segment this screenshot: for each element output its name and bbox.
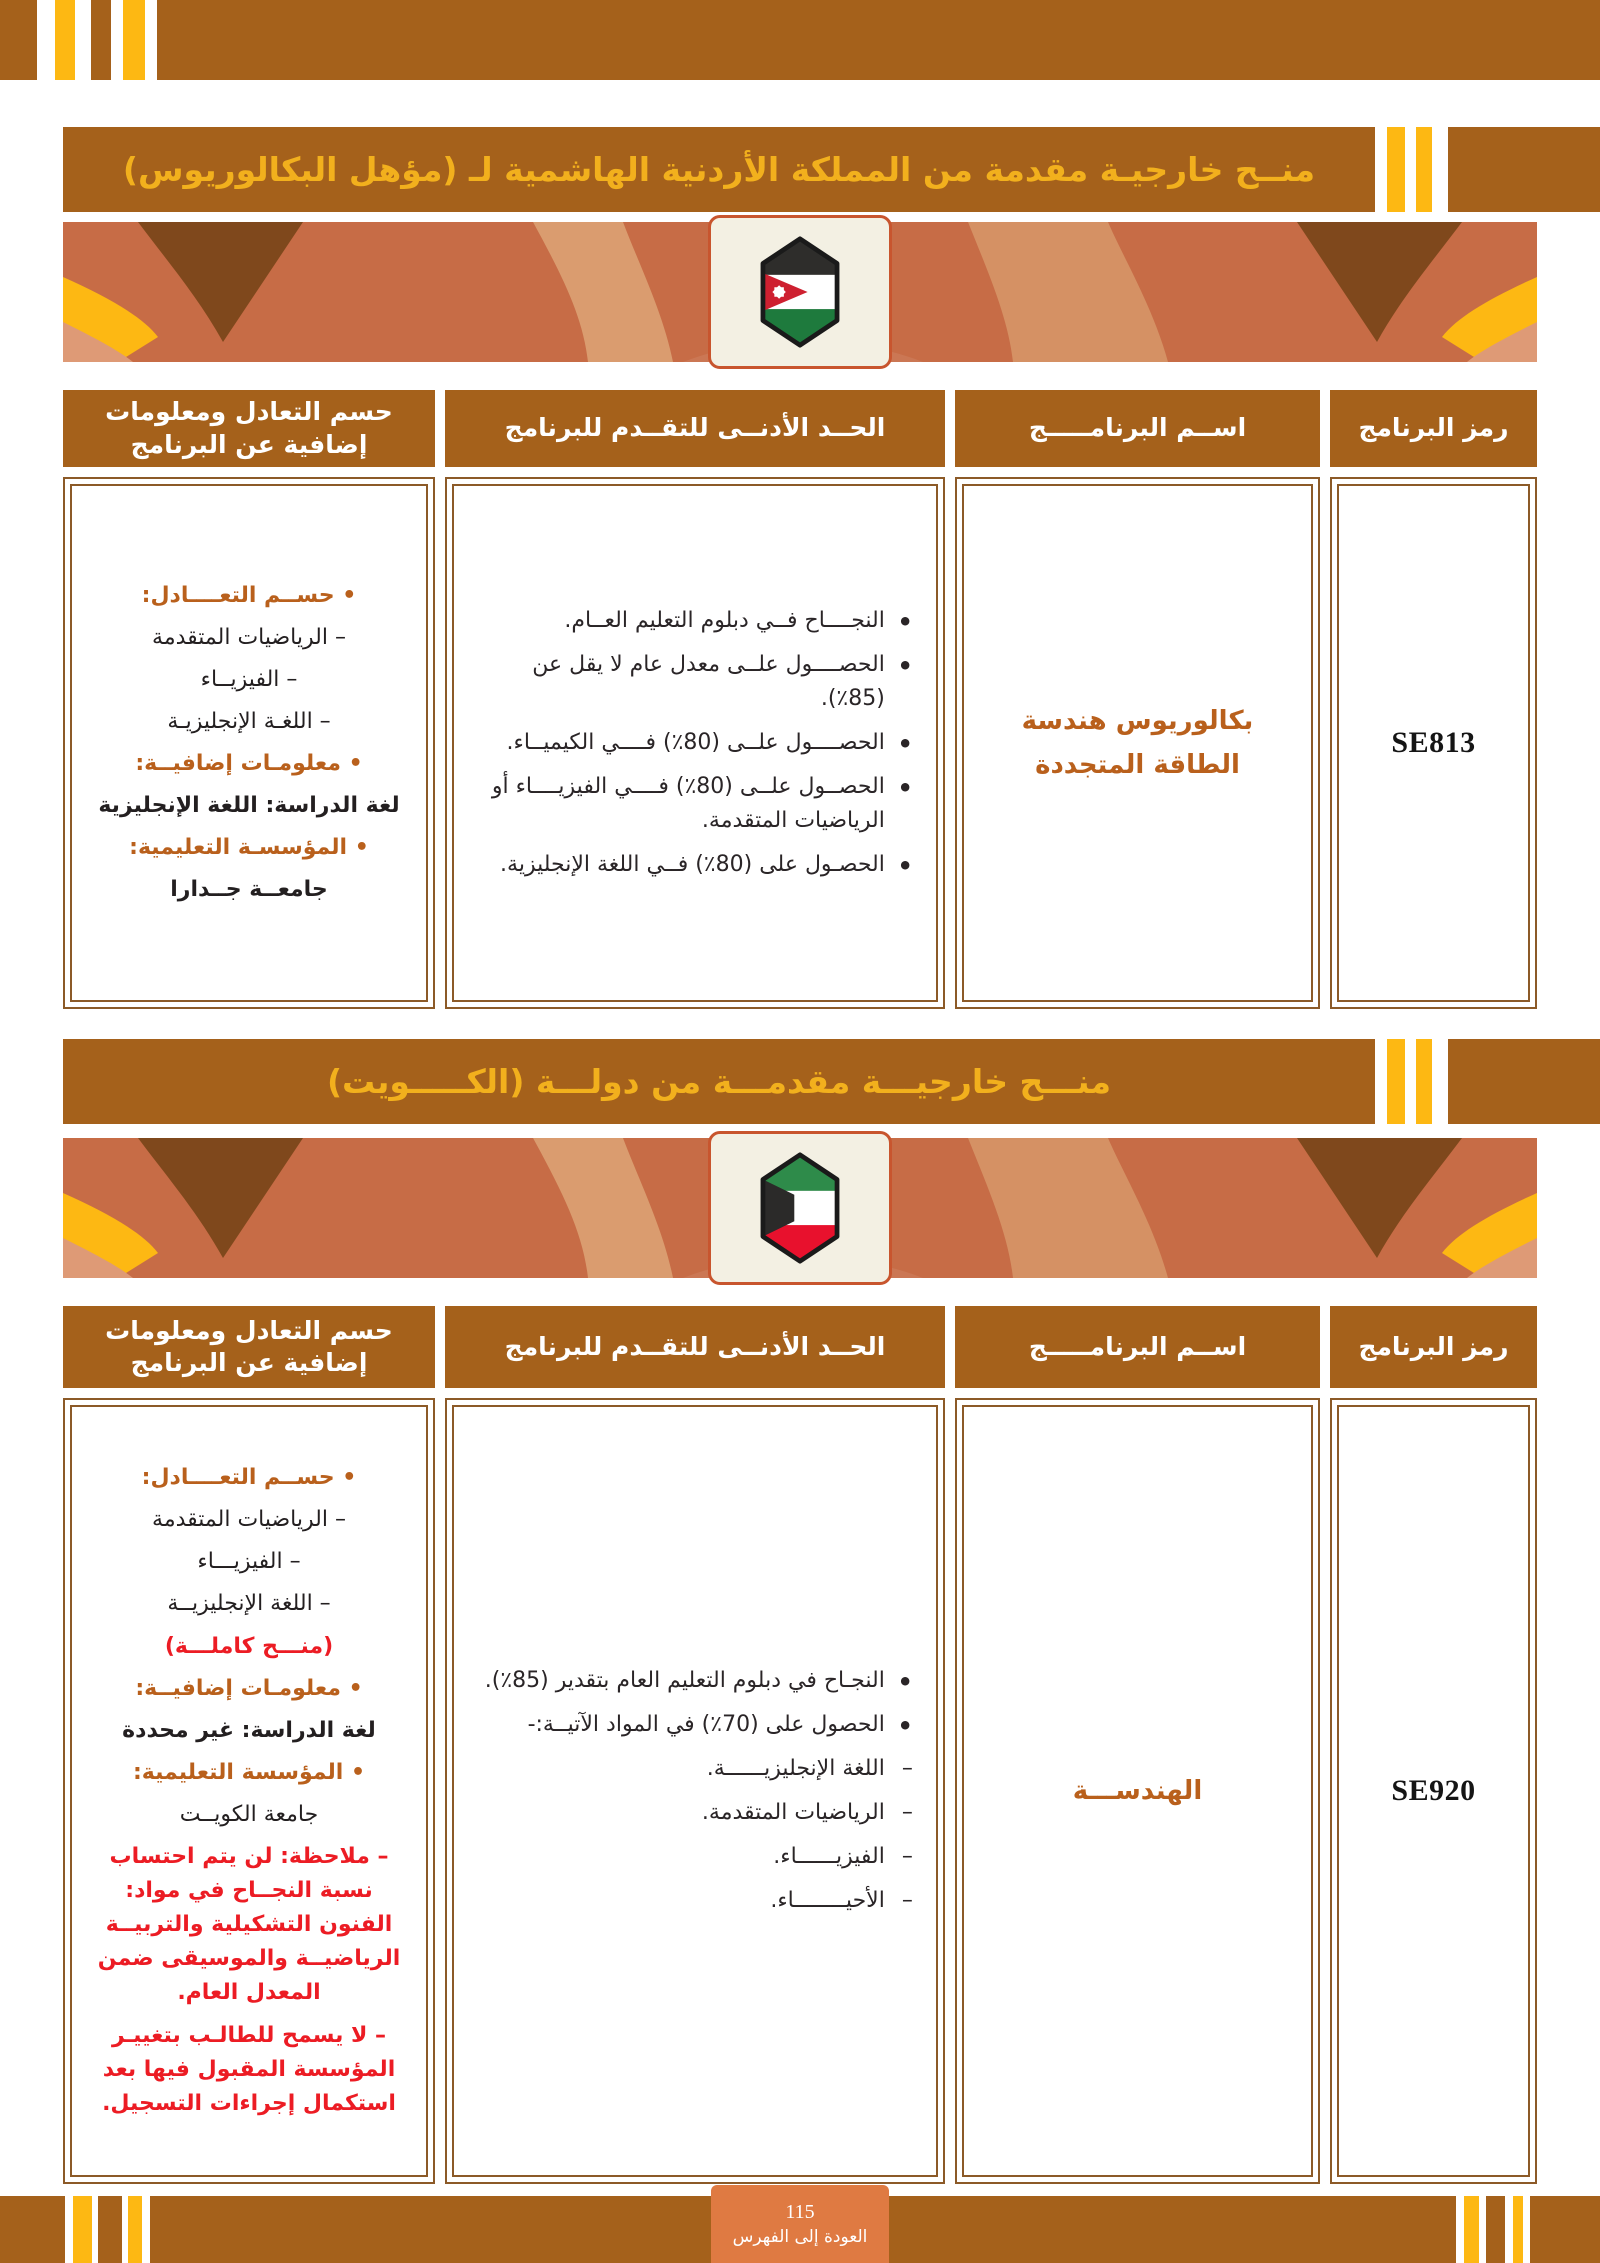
info-item: جامعة الكويــت bbox=[179, 1801, 319, 1827]
stripe-gap bbox=[37, 0, 55, 80]
info-item: لغة الدراسة: اللغة الإنجليزية bbox=[98, 793, 400, 819]
stripe-yellow bbox=[128, 2196, 142, 2263]
requirement-item: • الحصول على (70٪) في المواد الآتيــة:- bbox=[475, 1708, 915, 1742]
requirement-item: – الفيزيــــــاء. bbox=[475, 1840, 915, 1874]
page-number: 115 bbox=[785, 2201, 815, 2223]
stripe-brown bbox=[1530, 2196, 1600, 2263]
stripe-brown bbox=[91, 0, 111, 80]
stripe-brown bbox=[157, 0, 1600, 80]
info-item: • معلومـات إضافيــة: bbox=[87, 1672, 410, 1706]
requirement-item: • الحصــــول علــى (80٪) فــــي الكيميــاء. bbox=[475, 726, 915, 760]
header-minimum-requirements: الحــد الأدنــى للتقــدم للبرنامج bbox=[445, 1306, 945, 1388]
header-tiebreak-info: حسم التعادل ومعلومات إضافية عن البرنامج bbox=[63, 390, 435, 467]
info-item: – ملاحظة: لن يتم احتساب نسبة النجــاح في مواد: الفنون التشكيلية والتربيــة الرياضيــة والموسيقى ضمن المعدل العام. bbox=[97, 1844, 401, 2006]
program-name: الهندســـة bbox=[1072, 1775, 1203, 1806]
stripe-brown bbox=[1448, 127, 1600, 212]
stripe-yellow bbox=[1387, 1039, 1405, 1124]
requirement-item: • النجـاح في دبلوم التعليم العام بتقدير (85٪). bbox=[475, 1664, 915, 1698]
cell-tiebreak-info bbox=[63, 477, 435, 1009]
info-item: – الفيزيـــاء bbox=[87, 1545, 410, 1579]
info-item: – الفيزيــاء bbox=[87, 663, 410, 697]
info-item: • حســم التعــــادل: bbox=[87, 1461, 410, 1495]
back-to-index-link[interactable]: العودة إلى الفهرس bbox=[732, 2227, 868, 2247]
info-item: جامعــة جــدارا bbox=[170, 877, 328, 903]
header-program-name: اســم البرنامـــــج bbox=[955, 1306, 1320, 1388]
cell-program-name bbox=[955, 1398, 1320, 2184]
table-row bbox=[63, 477, 1537, 1009]
stripe-yellow bbox=[1416, 1039, 1432, 1124]
info-item: – اللغة الإنجليزيــة bbox=[87, 1587, 410, 1621]
stripe-yellow bbox=[1387, 127, 1405, 212]
requirement-item: • الحصـول على (80٪) فــي اللغة الإنجليزية. bbox=[475, 848, 915, 882]
info-item: • حســم التعــــادل: bbox=[87, 579, 410, 613]
requirement-item: – اللغة الإنجليزيــــــة. bbox=[475, 1752, 915, 1786]
kuwait-decorative-banner bbox=[63, 1138, 1537, 1278]
info-item: لغة الدراسة: غير محددة bbox=[122, 1717, 376, 1743]
jordan-decorative-banner bbox=[63, 222, 1537, 362]
stripe-gap bbox=[145, 0, 157, 80]
header-minimum-requirements: الحــد الأدنــى للتقــدم للبرنامج bbox=[445, 390, 945, 467]
stripe-brown bbox=[0, 2196, 65, 2263]
kuwait-flag-icon bbox=[756, 1151, 844, 1265]
minimum-requirements-list bbox=[475, 604, 915, 883]
stripe-gap bbox=[1456, 2196, 1464, 2263]
stripe-brown bbox=[1448, 1039, 1600, 1124]
info-item: – الرياضيات المتقدمة bbox=[87, 1503, 410, 1537]
stripe-yellow bbox=[73, 2196, 92, 2263]
stripe-gap bbox=[65, 2196, 73, 2263]
stripe-yellow bbox=[55, 0, 75, 80]
stripe-gap bbox=[1405, 1039, 1416, 1124]
stripe-brown bbox=[0, 0, 37, 80]
requirement-item: • الحصــول علــى (80٪) فــــي الفيزيــــاء أو الرياضيات المتقدمة. bbox=[475, 770, 915, 838]
kuwait-programs-table bbox=[63, 1306, 1537, 2184]
stripe-yellow bbox=[123, 0, 145, 80]
program-name: بكالوريوس هندسة الطاقة المتجددة bbox=[1021, 705, 1254, 780]
section-jordan-title-band bbox=[63, 127, 1600, 212]
table-row bbox=[63, 1398, 1537, 2184]
header-tiebreak-info: حسم التعادل ومعلومات إضافية عن البرنامج bbox=[63, 1306, 435, 1388]
top-band-decoration bbox=[0, 0, 1600, 80]
header-program-code: رمز البرنامج bbox=[1330, 390, 1537, 467]
header-program-name: اســم البرنامـــــج bbox=[955, 390, 1320, 467]
stripe-gap bbox=[1432, 1039, 1448, 1124]
section-kuwait-title-band bbox=[63, 1039, 1600, 1124]
tiebreak-info-list bbox=[87, 579, 410, 908]
footer-tab bbox=[711, 2185, 889, 2263]
section-kuwait-title: منـــح خارجيـــة مقدمـــة من دولـــة (الكـــــويت) bbox=[326, 1062, 1112, 1101]
jordan-flag-icon bbox=[756, 235, 844, 349]
info-item: (منـــح كاملـــة) bbox=[164, 1633, 334, 1659]
jordan-flag-card bbox=[708, 215, 892, 369]
jordan-programs-table bbox=[63, 390, 1537, 1009]
info-item: • المؤسسـة التعليمية: bbox=[87, 831, 410, 865]
stripe-gap bbox=[111, 0, 123, 80]
header-program-code: رمز البرنامج bbox=[1330, 1306, 1537, 1388]
stripe-gap bbox=[1375, 127, 1387, 212]
stripe-gap bbox=[142, 2196, 150, 2263]
stripe-yellow bbox=[1416, 127, 1432, 212]
kuwait-flag-card bbox=[708, 1131, 892, 1285]
stripe-brown bbox=[98, 2196, 122, 2263]
requirement-item: – الأحيــــــــاء. bbox=[475, 1884, 915, 1918]
stripe-gap bbox=[1479, 2196, 1486, 2263]
stripe-gap bbox=[1375, 1039, 1387, 1124]
stripe-gap bbox=[1432, 127, 1448, 212]
stripe-gap bbox=[1505, 2196, 1513, 2263]
program-code: SE813 bbox=[1391, 726, 1476, 759]
stripe-gap bbox=[75, 0, 91, 80]
stripe-yellow bbox=[1513, 2196, 1523, 2263]
footer-band bbox=[0, 2196, 1600, 2263]
tiebreak-info-list bbox=[87, 1461, 410, 2121]
stripe-gap bbox=[1405, 127, 1416, 212]
requirement-item: • الحصــــول علــى معدل عام لا يقل عن (85٪). bbox=[475, 648, 915, 716]
info-item: • المؤسسة التعليمية: bbox=[87, 1756, 410, 1790]
cell-minimum-requirements bbox=[445, 1398, 945, 2184]
table-header-row bbox=[63, 1306, 1537, 1388]
info-item: – اللغـة الإنجليزيـة bbox=[87, 705, 410, 739]
info-item: • معلومـات إضافيــة: bbox=[87, 747, 410, 781]
info-item: – الرياضيات المتقدمة bbox=[87, 621, 410, 655]
table-header-row bbox=[63, 390, 1537, 467]
minimum-requirements-list bbox=[475, 1664, 915, 1919]
program-code: SE920 bbox=[1391, 1774, 1476, 1807]
requirement-item: • النجــــاح فــي دبلوم التعليم العــام. bbox=[475, 604, 915, 638]
cell-tiebreak-info bbox=[63, 1398, 435, 2184]
cell-program-code bbox=[1330, 477, 1537, 1009]
requirement-item: – الرياضيات المتقدمة. bbox=[475, 1796, 915, 1830]
info-item: – لا يسمح للطالـب بتغييـر المؤسسة المقبول فيها بعد استكمال إجراءات التسجيل. bbox=[102, 2022, 396, 2116]
stripe-yellow bbox=[1464, 2196, 1479, 2263]
cell-minimum-requirements bbox=[445, 477, 945, 1009]
stripe-gap bbox=[1523, 2196, 1530, 2263]
cell-program-name bbox=[955, 477, 1320, 1009]
section-jordan-title: منــح خارجيـة مقدمة من المملكة الأردنية الهاشمية لـ (مؤهل البكالوريوس) bbox=[122, 150, 1316, 189]
cell-program-code bbox=[1330, 1398, 1537, 2184]
stripe-brown bbox=[1486, 2196, 1505, 2263]
